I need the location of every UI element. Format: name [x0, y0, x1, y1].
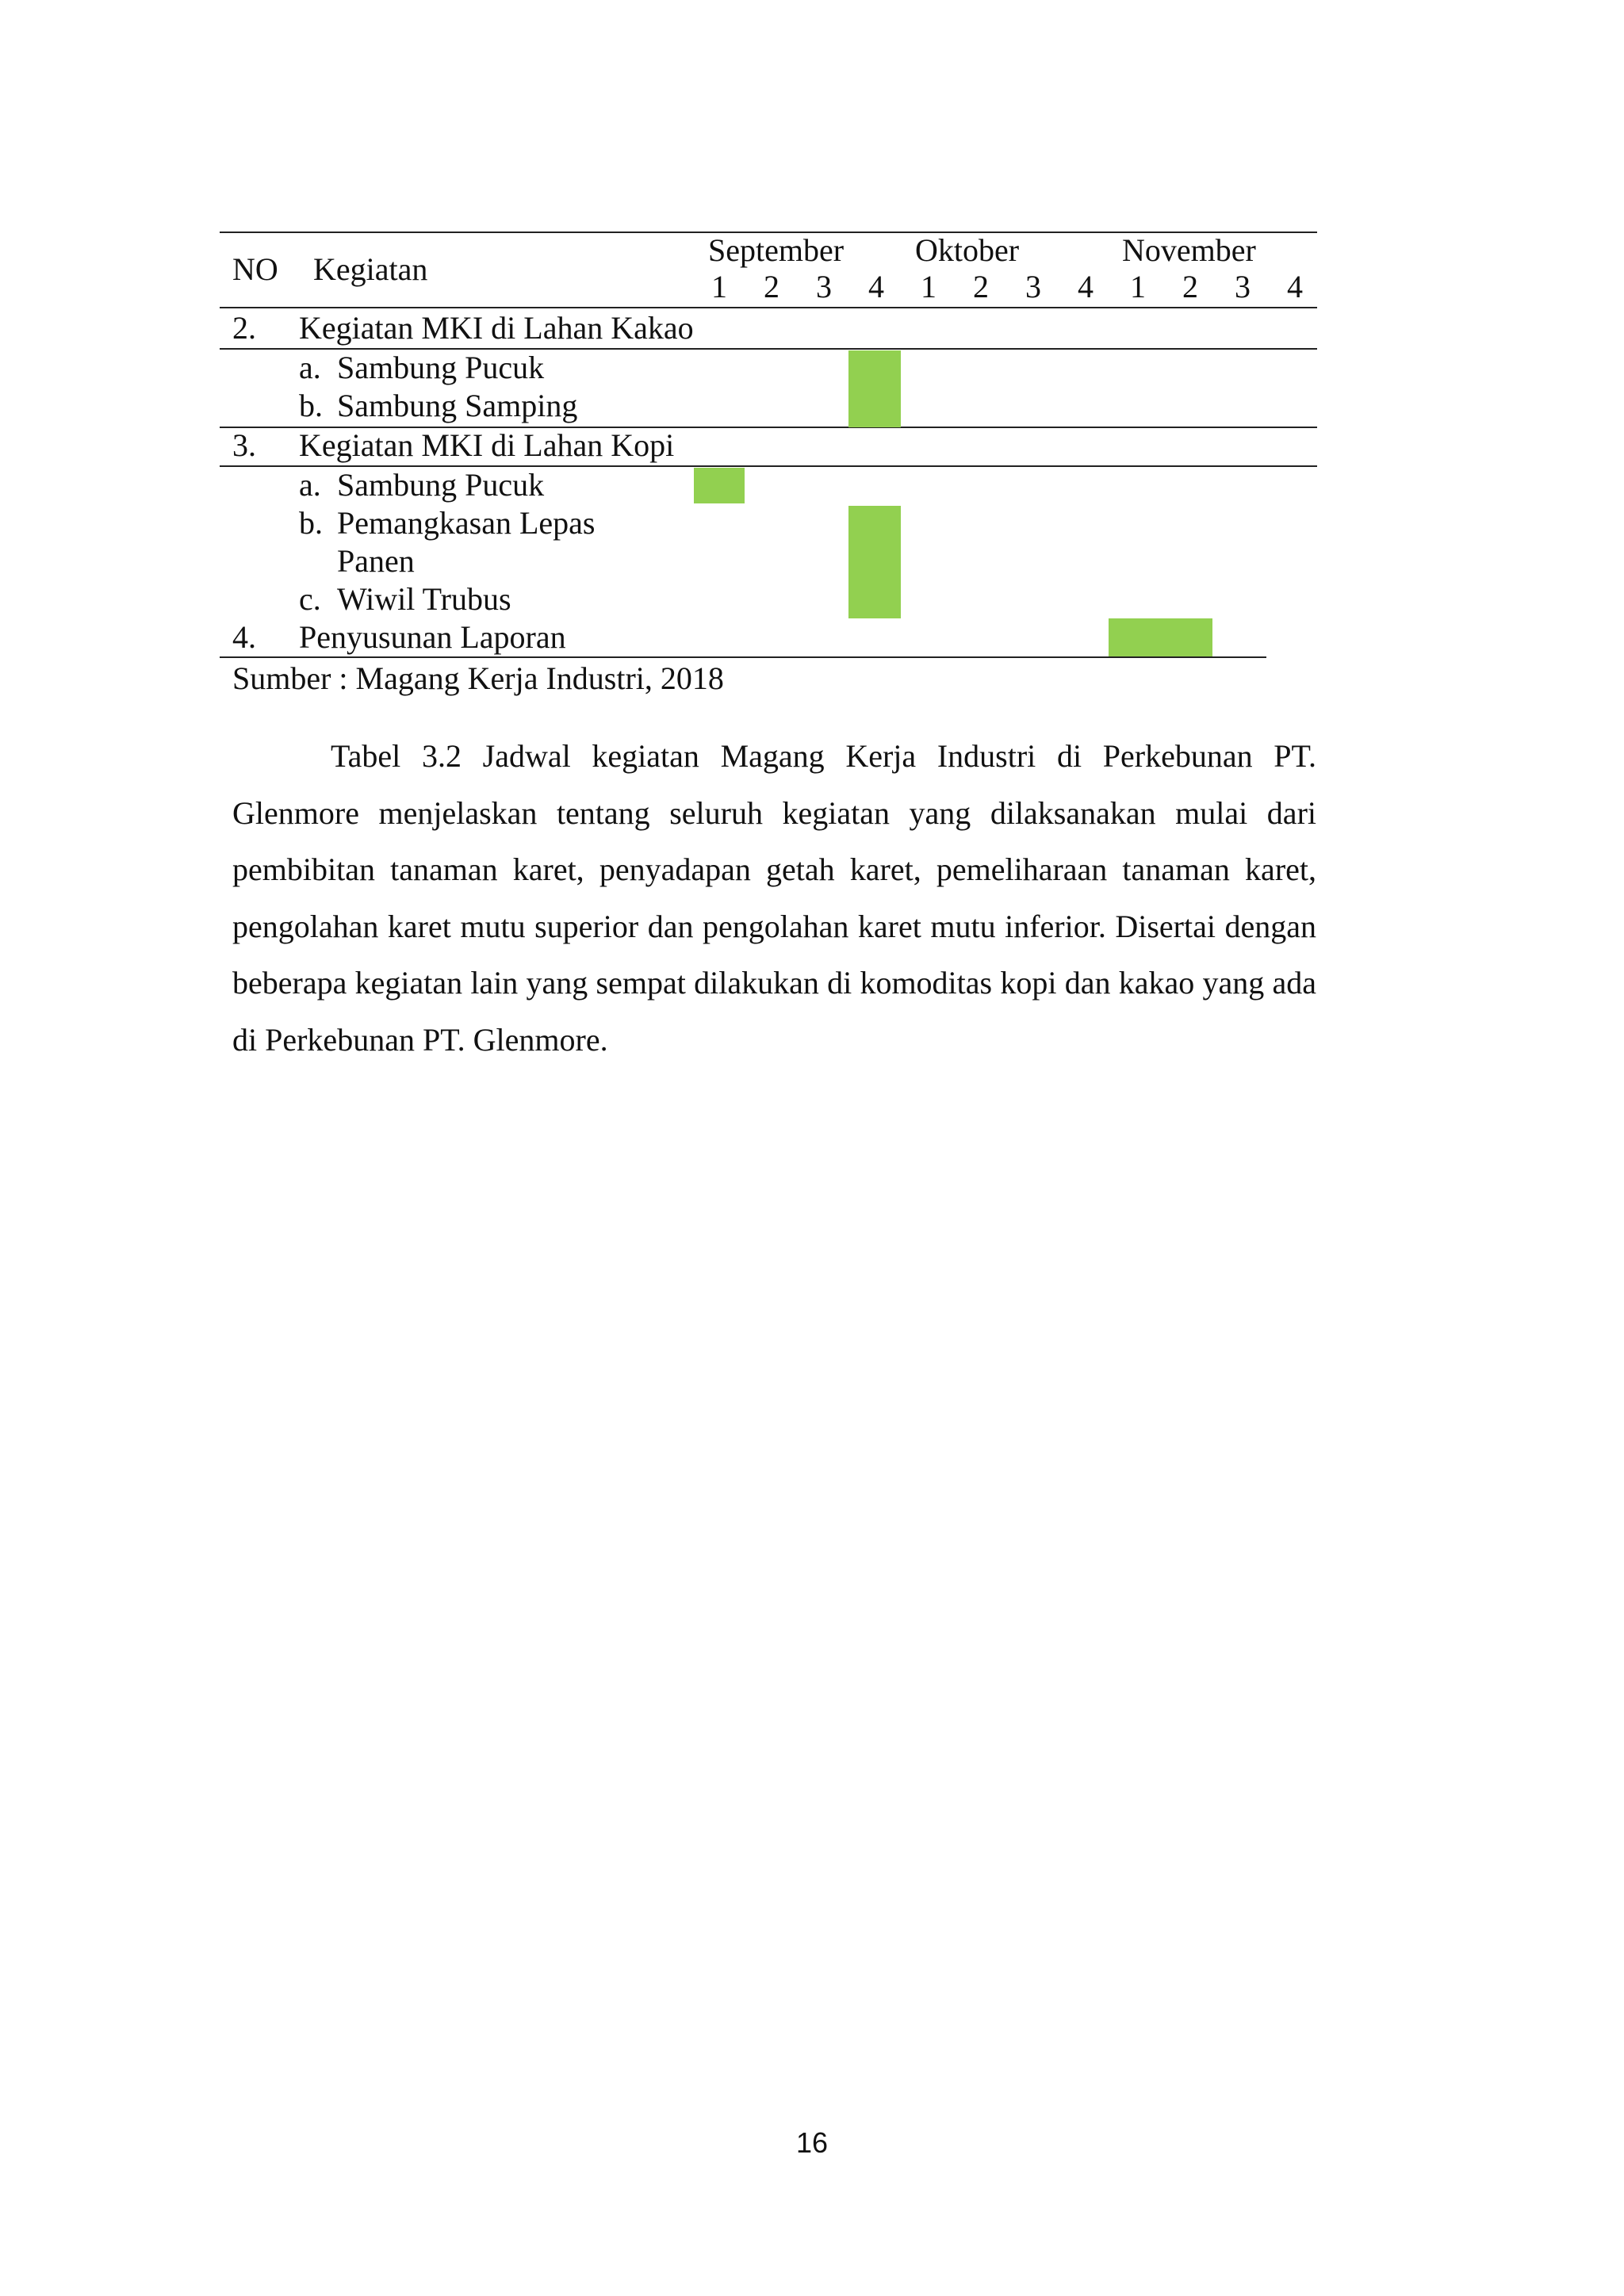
row-label: Panen [337, 543, 415, 579]
header-kegiatan: Kegiatan [313, 251, 428, 287]
row-label: Sambung Pucuk [337, 350, 545, 385]
week-header: 2 [764, 269, 779, 304]
row-label: Pemangkasan Lepas [337, 505, 596, 541]
header-bottom-rule [220, 307, 1317, 308]
schedule-bar-kakao-sep-w4 [848, 350, 901, 427]
row-label: Sambung Pucuk [337, 467, 545, 503]
week-header: 4 [868, 269, 884, 304]
row-sub-marker: b. [299, 388, 323, 423]
row-label: Kegiatan MKI di Lahan Kakao [299, 310, 694, 346]
week-header: 3 [1025, 269, 1041, 304]
week-header: 2 [1182, 269, 1198, 304]
schedule-bar-laporan-nov-w1-w2 [1109, 618, 1212, 656]
schedule-bar-kopi-sambung-sep-w1 [694, 468, 745, 503]
row-number: 3. [232, 427, 256, 463]
row-sub-marker: a. [299, 350, 321, 385]
row-label: Penyusunan Laporan [299, 619, 566, 655]
week-header: 1 [711, 269, 727, 304]
row-label: Kegiatan MKI di Lahan Kopi [299, 427, 675, 463]
week-header: 3 [816, 269, 832, 304]
row-sub-marker: c. [299, 581, 321, 617]
row-label: Sambung Samping [337, 388, 578, 423]
row-sub-marker: a. [299, 467, 321, 503]
week-header: 4 [1078, 269, 1094, 304]
schedule-bar-kopi-pangkas-sep-w4 [848, 506, 901, 618]
header-month-oktober: Oktober [915, 232, 1020, 268]
row-sub-marker: b. [299, 505, 323, 541]
row-number: 4. [232, 619, 256, 655]
row-number: 2. [232, 310, 256, 346]
header-month-november: November [1122, 232, 1256, 268]
week-header: 3 [1235, 269, 1251, 304]
header-month-september: September [708, 232, 845, 268]
week-header: 2 [973, 269, 989, 304]
page-number: 16 [795, 2126, 829, 2159]
body-paragraph [232, 728, 1316, 1068]
week-header: 4 [1287, 269, 1303, 304]
row-label: Wiwil Trubus [337, 581, 511, 617]
paragraph-text: Tabel 3.2 Jadwal kegiatan Magang Kerja Industri di Perkebunan PT. Glenmore menjelaskan tentang seluruh kegiatan yang dilaksanakan mulai dari pembibitan tanaman karet, penyadapan getah karet, pemeliharaan tanaman karet, pengolahan karet mutu superior dan pengolahan karet mutu inferior. Disertai dengan beberapa kegiatan lain yang sempat dilakukan di komoditas kopi dan kakao yang ada di Perkebunan PT. Glenmore. [232, 738, 1316, 1058]
table-bottom-rule [220, 656, 1266, 658]
table-source: Sumber : Magang Kerja Industri, 2018 [232, 660, 724, 696]
header-no: NO [232, 251, 278, 287]
week-header: 1 [921, 269, 936, 304]
week-header: 1 [1130, 269, 1146, 304]
